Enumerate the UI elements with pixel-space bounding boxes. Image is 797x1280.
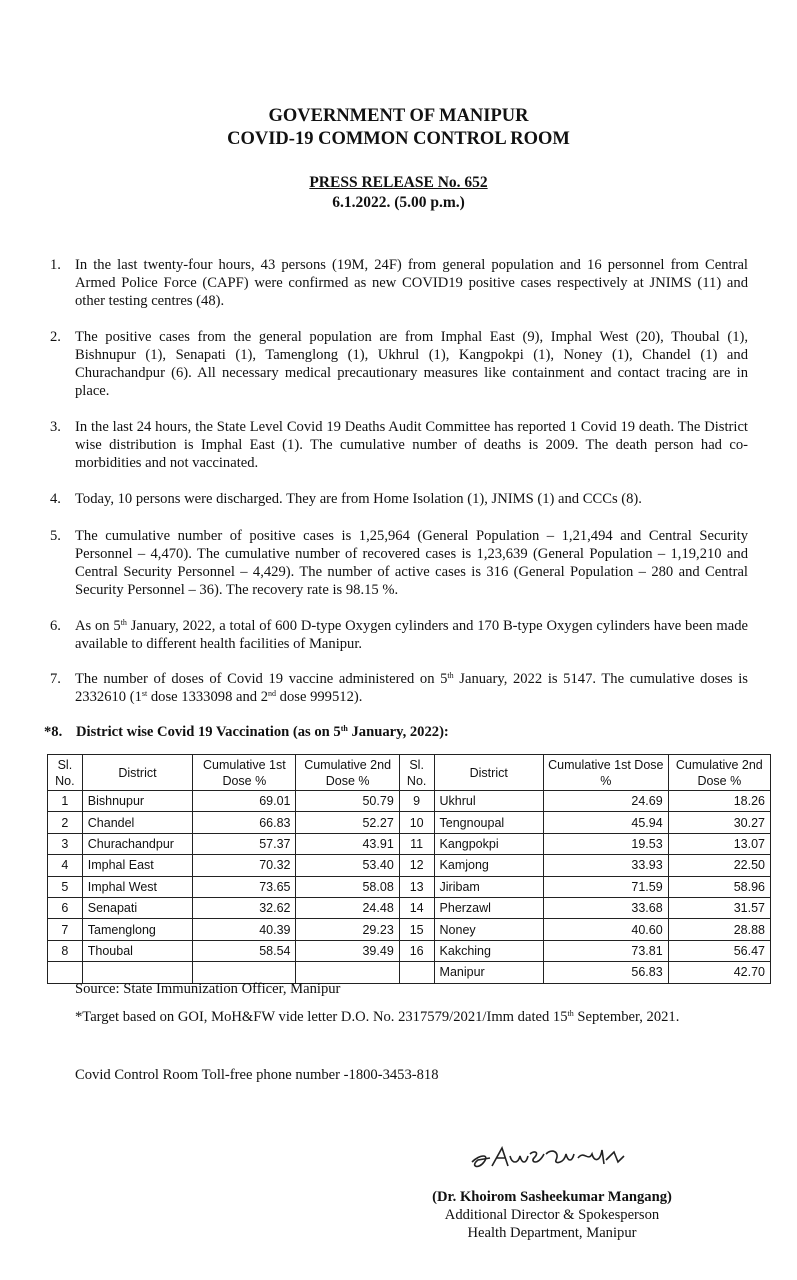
item-3-text: In the last 24 hours, the State Level Covid 19 Deaths Audit Committee has reported 1 Covid 19 death. The District wise distribution is Imphal East (1). The cumulative number of deaths is 2009. The death person had co-morbidities and not vaccinated. — [75, 419, 748, 471]
table-cell: 50.79 — [296, 791, 399, 812]
item-6-text: As on 5th January, 2022, a total of 600 D-type Oxygen cylinders and 170 B-type Oxygen cylinders have been made available to different health facilities of Manipur. — [75, 618, 748, 652]
document-header — [0, 105, 797, 151]
table-cell: 33.93 — [543, 855, 668, 876]
table-cell: 19.53 — [543, 833, 668, 854]
table-cell: 33.68 — [543, 897, 668, 918]
tollfree-number: Covid Control Room Toll-free phone number -1800-3453-818 — [75, 1067, 439, 1083]
table-cell: 58.54 — [193, 940, 296, 961]
table-cell: 40.60 — [543, 919, 668, 940]
target-note: *Target based on GOI, MoH&FW vide letter D.O. No. 2317579/2021/Imm dated 15th September, 2021. — [75, 1009, 680, 1025]
table-body — [48, 791, 771, 984]
table-cell: Bishnupur — [82, 791, 192, 812]
table-cell: 4 — [48, 855, 83, 876]
table-header-cell: Cumulative 2nd Dose % — [668, 755, 770, 791]
table-cell: 69.01 — [193, 791, 296, 812]
table-cell: 52.27 — [296, 812, 399, 833]
table-cell: 12 — [399, 855, 434, 876]
table-cell: 57.37 — [193, 833, 296, 854]
table-cell: 31.57 — [668, 897, 770, 918]
table-cell: 24.48 — [296, 897, 399, 918]
table-cell: 42.70 — [668, 962, 770, 983]
table-cell: 45.94 — [543, 812, 668, 833]
item-4-text: Today, 10 persons were discharged. They are from Home Isolation (1), JNIMS (1) and CCCs (8). — [75, 491, 642, 507]
item-5-text: The cumulative number of positive cases is 1,25,964 (General Population – 1,21,494 and Central Security Personnel – 4,470). The cumulative number of recovered cases is 1,23,639 (General Population – 1,19,210 and Central Security Personnel – 4,429). The number of active cases is 316 (General Population – 280 and Central Security Personnel – 36). The recovery rate is 98.15 %. — [75, 528, 748, 598]
table-cell — [296, 962, 399, 983]
table-cell: 24.69 — [543, 791, 668, 812]
table-cell: 9 — [399, 791, 434, 812]
table-cell: 3 — [48, 833, 83, 854]
table-cell: Ukhrul — [434, 791, 543, 812]
source-note: Source: State Immunization Officer, Manipur — [75, 981, 341, 997]
table-header-cell: District — [82, 755, 192, 791]
table-cell: 40.39 — [193, 919, 296, 940]
table-cell: 53.40 — [296, 855, 399, 876]
table-cell: 8 — [48, 940, 83, 961]
table-row — [48, 855, 771, 876]
item-1-text: In the last twenty-four hours, 43 persons (19M, 24F) from general population and 16 personnel from Central Armed Police Force (CAPF) were confirmed as new COVID19 positive cases respectively at JNIMS (11) and other testing centres (48). — [75, 257, 748, 309]
table-cell: 16 — [399, 940, 434, 961]
press-release-heading — [0, 173, 797, 213]
table-cell: 6 — [48, 897, 83, 918]
table-cell — [193, 962, 296, 983]
table-row — [48, 962, 771, 983]
table-cell: 13 — [399, 876, 434, 897]
item-number: 5. — [50, 528, 61, 544]
table-cell: 66.83 — [193, 812, 296, 833]
table-cell: 5 — [48, 876, 83, 897]
signatory-name: (Dr. Khoirom Sasheekumar Mangang) — [432, 1189, 672, 1205]
table-row — [48, 940, 771, 961]
item-number: 3. — [50, 419, 61, 435]
table-cell: Chandel — [82, 812, 192, 833]
table-cell: 73.65 — [193, 876, 296, 897]
table-row — [48, 791, 771, 812]
table-cell: 2 — [48, 812, 83, 833]
table-cell: 71.59 — [543, 876, 668, 897]
table-cell — [399, 962, 434, 983]
table-cell: 70.32 — [193, 855, 296, 876]
table-cell: Kakching — [434, 940, 543, 961]
table-header-cell: Cumulative 2nd Dose % — [296, 755, 399, 791]
item-number: 6. — [50, 618, 61, 634]
table-cell: 58.08 — [296, 876, 399, 897]
table-cell: 30.27 — [668, 812, 770, 833]
signatory-designation: Additional Director & Spokesperson — [444, 1207, 660, 1223]
table-row — [48, 897, 771, 918]
table-cell: 11 — [399, 833, 434, 854]
table-header-cell: Sl. No. — [399, 755, 434, 791]
section-8-heading — [44, 724, 449, 741]
table-cell — [82, 962, 192, 983]
control-room-title: COVID-19 COMMON CONTROL ROOM — [227, 129, 570, 149]
table-cell: 14 — [399, 897, 434, 918]
table-cell: Imphal West — [82, 876, 192, 897]
press-release-number: PRESS RELEASE No. 652 — [309, 174, 488, 191]
table-cell: Imphal East — [82, 855, 192, 876]
table-cell: Churachandpur — [82, 833, 192, 854]
table-header-cell: Sl. No. — [48, 755, 83, 791]
item-7-text: The number of doses of Covid 19 vaccine administered on 5th January, 2022 is 5147. The cumulative doses is 2332610 (1st dose 1333098 and 2nd dose 999512). — [75, 671, 748, 705]
table-cell: Thoubal — [82, 940, 192, 961]
table-cell: 1 — [48, 791, 83, 812]
table-cell: 29.23 — [296, 919, 399, 940]
table-cell: 56.47 — [668, 940, 770, 961]
section-8-title: District wise Covid 19 Vaccination (as on 5th January, 2022): — [76, 724, 449, 740]
table-row — [48, 876, 771, 897]
section-8-number: *8. — [44, 724, 63, 740]
table-cell: 22.50 — [668, 855, 770, 876]
table-cell: 43.91 — [296, 833, 399, 854]
table-header-cell: Cumulative 1st Dose % — [543, 755, 668, 791]
table-header-cell: District — [434, 755, 543, 791]
table-cell: Kangpokpi — [434, 833, 543, 854]
table-cell: Jiribam — [434, 876, 543, 897]
table-cell: 73.81 — [543, 940, 668, 961]
signatory-department: Health Department, Manipur — [467, 1225, 637, 1241]
table-cell: 15 — [399, 919, 434, 940]
table-header-row — [48, 755, 771, 791]
item-2-text: The positive cases from the general population are from Imphal East (9), Imphal West (20), Thoubal (1), Bishnupur (1), Senapati (1), Tamenglong (1), Ukhrul (1), Kangpokpi (1), Noney (1), Chandel (1) and Churachandpur (6). All necessary medical precautionary measures like containment and contact tracing are in place. — [75, 329, 748, 399]
vaccination-table — [47, 754, 771, 984]
item-number: 1. — [50, 257, 61, 273]
item-number: 4. — [50, 491, 61, 507]
table-cell: 28.88 — [668, 919, 770, 940]
table-cell: 7 — [48, 919, 83, 940]
item-number: 7. — [50, 671, 61, 687]
table-cell: Senapati — [82, 897, 192, 918]
table-cell: Kamjong — [434, 855, 543, 876]
table-cell: 39.49 — [296, 940, 399, 961]
table-cell: Pherzawl — [434, 897, 543, 918]
table-cell: Noney — [434, 919, 543, 940]
table-cell: 56.83 — [543, 962, 668, 983]
table-cell: Manipur — [434, 962, 543, 983]
table-row — [48, 812, 771, 833]
table-row — [48, 919, 771, 940]
table-cell: 13.07 — [668, 833, 770, 854]
item-number: 2. — [50, 329, 61, 345]
table-cell: Tengnoupal — [434, 812, 543, 833]
table-row — [48, 833, 771, 854]
table-header-cell: Cumulative 1st Dose % — [193, 755, 296, 791]
table-cell: 32.62 — [193, 897, 296, 918]
signature — [468, 1140, 628, 1180]
table-cell: 18.26 — [668, 791, 770, 812]
press-release-date: 6.1.2022. (5.00 p.m.) — [332, 194, 465, 211]
government-title: GOVERNMENT OF MANIPUR — [268, 106, 529, 126]
table-cell: Tamenglong — [82, 919, 192, 940]
table-cell — [48, 962, 83, 983]
table-cell: 58.96 — [668, 876, 770, 897]
table-cell: 10 — [399, 812, 434, 833]
